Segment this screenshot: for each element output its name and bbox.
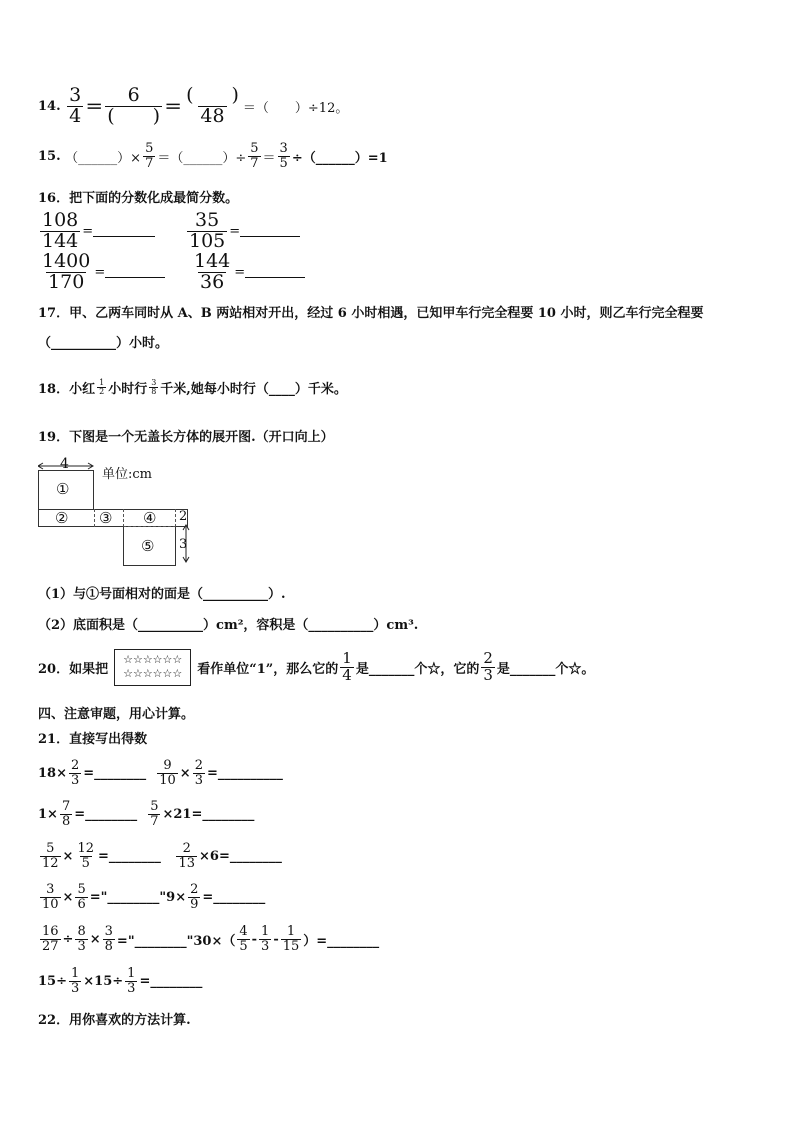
fraction: [281, 925, 302, 953]
question-19: 19．下图是一个无盖长方体的展开图.（开口向上）: [38, 430, 334, 445]
q14-tail: ＝（ ）÷12。: [242, 100, 349, 116]
numerator: 3: [151, 377, 157, 387]
numerator: 3: [69, 84, 82, 106]
denominator: 3: [70, 772, 80, 788]
q21-row3: $\frac{5}{12}$ × $\frac{12}{5}$ =________ $\frac{2}{13}$ ×6=________: [42, 841, 282, 871]
numerator: 5: [250, 141, 259, 156]
fraction: [259, 925, 271, 953]
denominator: 9: [190, 896, 199, 912]
fraction: [157, 759, 178, 787]
numerator: 12: [77, 841, 94, 856]
section-4-heading: 四、注意审题，用心计算。: [38, 707, 195, 722]
numerator: 2: [182, 841, 191, 856]
denominator: 5: [81, 855, 90, 871]
answer-blank: [105, 266, 165, 278]
numerator: 3: [104, 924, 113, 939]
question-20: 20．如果把 ☆☆☆☆☆☆ ☆☆☆☆☆☆ 看作单位“1”，那么它的 $\frac{1}{4}$ 是_______个☆，它的 $\frac{2}{3}$ 是_______个☆。: [38, 649, 595, 684]
numerator: 1: [127, 966, 136, 981]
q16-row2b: $\frac{144}{36}$ =: [190, 252, 305, 293]
q16-row2: $\frac{1400}{170}$ =: [38, 252, 165, 293]
denominator: 3: [70, 980, 80, 996]
denominator: 5: [279, 155, 288, 171]
denominator: 7: [145, 155, 154, 171]
numerator: 5: [150, 799, 159, 814]
fraction: [176, 842, 197, 870]
fraction: [143, 142, 155, 170]
fraction: [103, 925, 115, 953]
denominator: 170: [48, 270, 85, 293]
numerator: 7: [61, 799, 71, 814]
fraction: [188, 883, 200, 911]
face-4: ④: [143, 509, 157, 527]
question-17-line2: （__________）小时。: [38, 336, 169, 351]
numerator: 144: [194, 250, 231, 272]
numerator: 4: [239, 924, 248, 939]
numerator: 1: [70, 966, 80, 981]
denominator: 27: [42, 938, 59, 954]
face-2: ②: [55, 509, 69, 527]
numerator: 16: [42, 924, 59, 939]
answer-blank: [240, 225, 300, 237]
numerator: 5: [145, 141, 154, 156]
numerator: 1400: [42, 250, 91, 272]
fraction: [125, 967, 137, 995]
question-16: 16．把下面的分数化成最简分数。: [38, 191, 239, 206]
fraction: [40, 211, 80, 252]
denominator: 36: [200, 270, 225, 293]
question-17: 17．甲、乙两车同时从 A、B 两站相对开出，经过 6 小时相遇，已知甲车行完全程要 10 小时，则乙车行完全程要: [38, 306, 704, 321]
face-1: ①: [56, 480, 70, 498]
numerator: 3: [46, 882, 55, 897]
question-15: 15. （______）× $\frac{5}{7}$ ＝（______）÷ $\frac{5}{7}$ ＝ $\frac{3}{5}$ ÷（______）=1: [38, 141, 388, 171]
answer-blank: [245, 266, 305, 278]
dim-right-1: 2: [179, 509, 188, 524]
question-22: 22．用你喜欢的方法计算.: [38, 1013, 191, 1028]
denominator: 13: [178, 855, 196, 871]
denominator: 15: [282, 938, 300, 954]
denominator: 7: [150, 813, 159, 829]
numerator: 1: [286, 924, 296, 939]
denominator: 10: [42, 896, 59, 912]
q21-row6: 15÷ $\frac{1}{3}$ ×15÷ $\frac{1}{3}$ =________: [38, 966, 203, 996]
fraction: [67, 86, 83, 127]
denominator: 6: [77, 896, 86, 912]
fraction: [149, 379, 158, 397]
fraction: [187, 211, 227, 252]
fraction: [40, 925, 61, 953]
fraction: [69, 759, 81, 787]
numerator: 8: [77, 924, 86, 939]
answer-blank: [93, 225, 155, 237]
numerator: ( ): [186, 84, 239, 106]
q21-row2: 1× $\frac{7}{8}$ =________ $\frac{5}{7}$ ×21=________: [38, 799, 255, 829]
fraction: [75, 925, 87, 953]
q21-row5: $\frac{16}{27}$ ÷ $\frac{8}{3}$ × $\frac{3}{8}$ ="________"30×（ $\frac{4}{5}$ - $\frac{1}{3}$ - $\frac{1}{15}$ ）=________: [42, 924, 380, 954]
denominator: 8: [61, 813, 71, 829]
unfolded-box-diagram: [38, 456, 218, 570]
numerator: 3: [279, 141, 288, 156]
question-14: 14. $\frac{3}{4}$ ＝ $\frac{6}{( )}$ ＝ $\frac{( )}{48}$ ＝（ ）÷12。: [38, 84, 349, 127]
fraction: [192, 252, 232, 293]
denominator: 12: [42, 855, 59, 871]
fraction: [40, 883, 61, 911]
denominator: ( ): [107, 104, 161, 127]
fraction: [75, 842, 96, 870]
q16-row1: $\frac{108}{144}$ =: [38, 211, 155, 252]
numerator: 1: [342, 649, 352, 668]
numerator: 1: [99, 377, 105, 387]
q21-row1: 18× $\frac{2}{3}$ =________ $\frac{9}{10}$ × $\frac{2}{3}$ =__________: [38, 758, 283, 788]
denominator: 7: [250, 155, 259, 171]
denominator: 4: [342, 665, 352, 684]
denominator: 8: [151, 387, 157, 396]
fraction: [481, 651, 495, 684]
fraction: [40, 252, 92, 293]
denominator: 10: [159, 772, 176, 788]
denominator: 3: [261, 938, 270, 954]
numerator: 6: [127, 84, 140, 106]
denominator: 3: [77, 938, 86, 954]
denominator: 8: [104, 938, 113, 954]
dim-top: 4: [60, 456, 69, 472]
numerator: 5: [46, 841, 55, 856]
numerator: 108: [42, 209, 79, 231]
q21-row4: $\frac{3}{10}$ × $\frac{5}{6}$ ="________"9× $\frac{2}{9}$ =________: [42, 882, 266, 912]
fraction: [75, 883, 87, 911]
fraction: [248, 142, 260, 170]
numerator: 2: [70, 758, 80, 773]
fraction: [278, 142, 290, 170]
denominator: 3: [194, 772, 203, 788]
face-5: ⑤: [141, 537, 155, 555]
question-18: 18．小红 $\frac{1}{2}$ 小时行 $\frac{3}{8}$ 千米,她每小时行（____）千米。: [38, 377, 347, 397]
numerator: 2: [194, 758, 203, 773]
unit-label: 单位:cm: [102, 467, 152, 482]
q-number: 14.: [38, 98, 61, 114]
denominator: 3: [127, 980, 136, 996]
numerator: 2: [190, 882, 199, 897]
denominator: 5: [239, 938, 248, 954]
fraction: [237, 925, 249, 953]
q16-row1b: $\frac{35}{105}$ =: [185, 211, 300, 252]
fraction: [193, 759, 205, 787]
fraction: [340, 651, 354, 684]
denominator: 105: [189, 229, 226, 252]
fraction: [184, 86, 241, 127]
fraction: [69, 967, 81, 995]
question-19-sub1: （1）与①号面相对的面是（__________）.: [38, 587, 286, 602]
fraction: [60, 800, 72, 828]
numerator: 1: [261, 924, 270, 939]
denominator: 48: [200, 104, 225, 127]
numerator: 2: [483, 649, 493, 668]
fraction: [40, 842, 61, 870]
question-21: 21．直接写出得数: [38, 732, 148, 747]
star-box: ☆☆☆☆☆☆ ☆☆☆☆☆☆: [114, 649, 191, 686]
numerator: 35: [195, 209, 220, 231]
fraction: [97, 379, 106, 397]
fraction: [148, 800, 160, 828]
face-3: ③: [99, 509, 113, 527]
denominator: 4: [69, 104, 82, 127]
question-19-sub2: （2）底面积是（__________）cm²，容积是（__________）cm³.: [38, 618, 419, 633]
denominator: 3: [483, 665, 493, 684]
denominator: 2: [99, 387, 105, 396]
dim-right-2: 3: [179, 537, 188, 552]
numerator: 5: [77, 882, 86, 897]
fraction: [105, 86, 162, 127]
numerator: 9: [163, 758, 172, 773]
denominator: 144: [42, 229, 79, 252]
